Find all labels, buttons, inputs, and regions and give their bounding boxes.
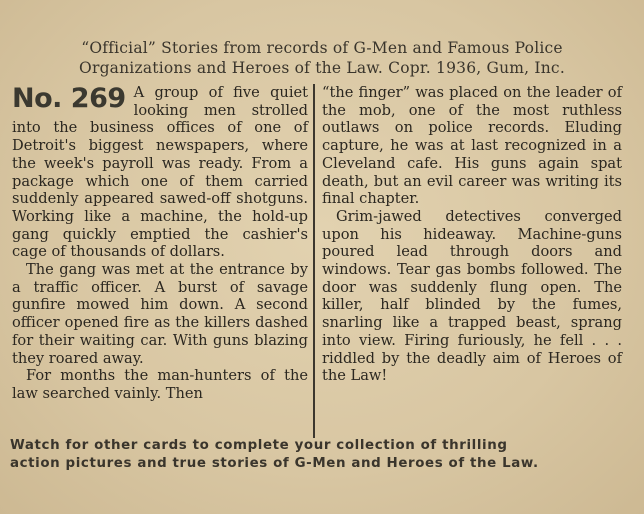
left-column xyxy=(12,84,308,403)
card-number: No. 269 xyxy=(12,83,126,114)
story-paragraph-4: “the finger” was placed on the leader of the mob, one of the most ruthless outlaws on police records. Eluding capture, he was at last recognized in a Cleveland cafe. His guns again spat death, but an evil career was writing its final chapter. xyxy=(322,84,622,208)
story-paragraph-1: A group of five quiet looking men strolled into the business offices of one of Detroit's biggest newspapers, where the week's payroll was ready. From a package which one of them carried suddenly appeared sawed-off shotguns. Working like a machine, the hold-up gang quickly emptied the cashier's cage of thousands of dollars. xyxy=(12,84,308,261)
footer-line-1: Watch for other cards to complete your collection of thrilling xyxy=(10,438,508,453)
story-paragraph-2: The gang was met at the entrance by a traffic officer. A burst of savage gunfire mowed him down. A second officer opened fire as the killers dashed for their waiting car. With guns blazing they roared away. xyxy=(12,261,308,367)
column-divider xyxy=(313,84,315,438)
header-line-2: Organizations and Heroes of the Law. Copr. 1936, Gum, Inc. xyxy=(79,59,565,77)
story-paragraph-3: For months the man-hunters of the law searched vainly. Then xyxy=(12,367,308,402)
right-column xyxy=(322,84,622,385)
footer-line-2: action pictures and true stories of G-Men and Heroes of the Law. xyxy=(10,456,539,471)
story-paragraph-5: Grim-jawed detectives converged upon his hideaway. Machine-guns poured lead through doors and windows. Tear gas bombs followed. The door was suddenly flung open. The killer, half blinded by the fumes, snarling like a trapped beast, sprang into view. Firing furiously, he fell . . . riddled by the deadly aim of Heroes of the Law! xyxy=(322,207,622,385)
card-footer xyxy=(10,437,626,473)
header-line-1: “Official” Stories from records of G-Men and Famous Police xyxy=(81,39,563,57)
card-header xyxy=(20,38,624,78)
